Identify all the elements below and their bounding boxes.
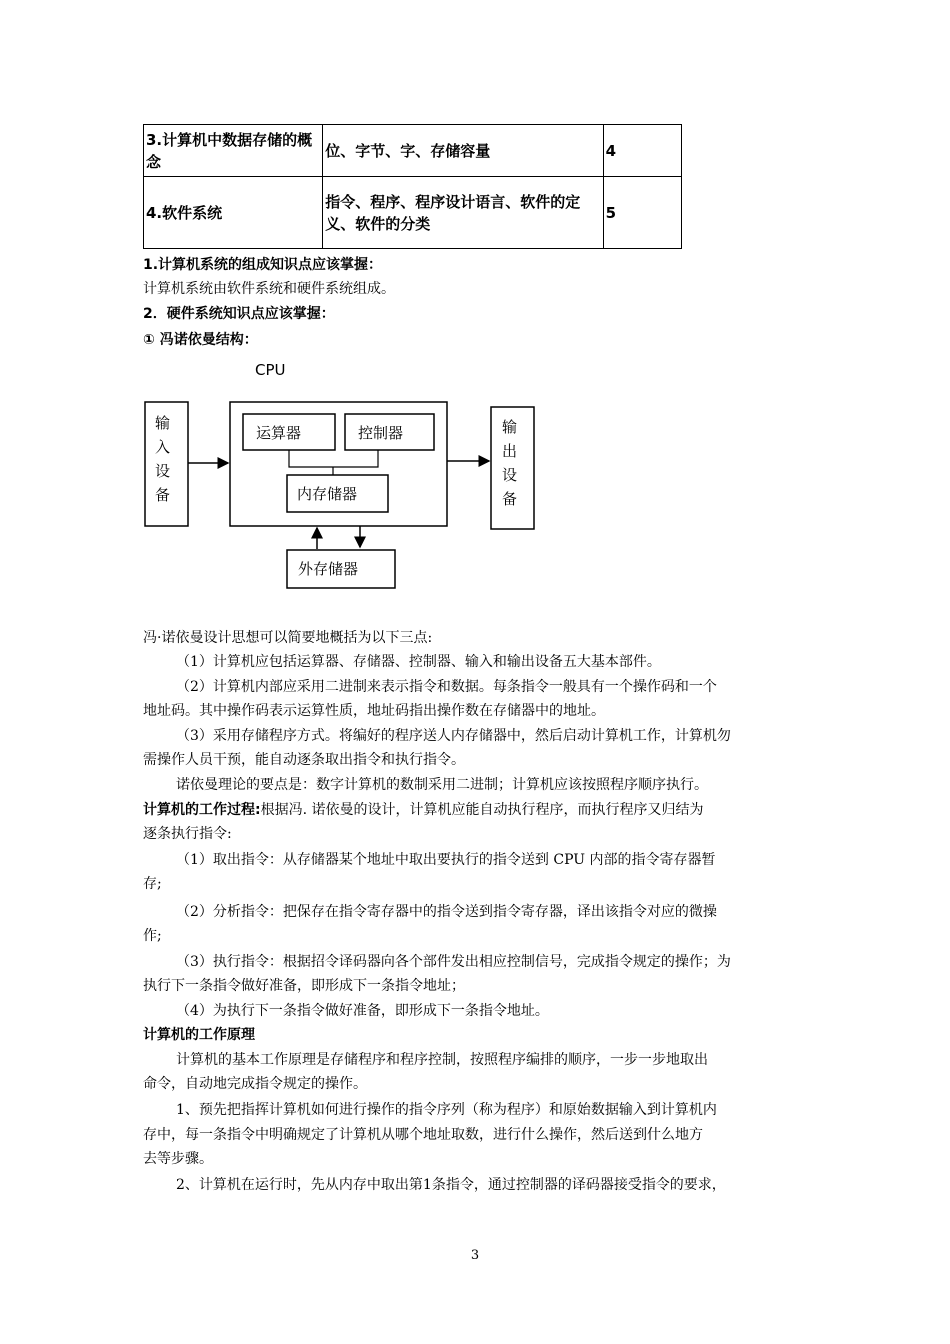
heading-von-neumann: ① 冯诺依曼结构：	[143, 332, 258, 348]
heading-principle: 计算机的工作原理	[143, 1027, 255, 1043]
input-char: 设	[155, 462, 171, 480]
input-char: 入	[155, 438, 171, 456]
cpu-box	[230, 402, 447, 526]
heading-composition: 1.计算机系统的组成知识点应该掌握：	[143, 257, 383, 273]
content-cell: 位、字节、字、存储容量	[323, 125, 603, 177]
paragraph-line: （2）计算机内部应采用二进制来表示指令和数据。每条指令一般具有一个操作码和一个	[176, 679, 717, 695]
paragraph-line: （2）分析指令：把保存在指令寄存器中的指令送到指令寄存器，译出该指令对应的微操	[176, 904, 717, 920]
paragraph-line: 命令，自动地完成指令规定的操作。	[143, 1076, 367, 1092]
paragraph-line: 去等步骤。	[143, 1151, 213, 1167]
table-row	[144, 125, 682, 177]
external-memory-label: 外存储器	[298, 560, 359, 578]
memory-label: 内存储器	[297, 485, 358, 503]
output-char: 设	[502, 466, 518, 484]
paragraph-line: 需操作人员干预，能自动逐条取出指令和执行指令。	[143, 752, 465, 768]
topic-cell: 4.软件系统	[144, 177, 323, 249]
process-text: 根据冯. 诺依曼的设计，计算机应能自动执行程序，而执行程序又归结为	[260, 802, 704, 818]
paragraph-line: 地址码。其中操作码表示运算性质，地址码指出操作数在存储器中的地址。	[143, 703, 605, 719]
paragraph-line: 冯·诺依曼设计思想可以简要地概括为以下三点:	[143, 630, 433, 646]
number-cell: 5	[603, 177, 681, 249]
paragraph-line: （1）计算机应包括运算器、存储器、控制器、输入和输出设备五大基本部件。	[176, 654, 661, 670]
paragraph-line: （1）取出指令：从存储器某个地址中取出要执行的指令送到 CPU 内部的指令寄存器暂	[176, 852, 716, 868]
paragraph-line: （3）采用存储程序方式。将编好的程序送人内存储器中，然后启动计算机工作，计算机勿	[176, 728, 731, 744]
input-char: 输	[155, 414, 171, 432]
paragraph-line: 2、计算机在运行时，先从内存中取出第1条指令，通过控制器的译码器接受指令的要求，	[176, 1177, 726, 1193]
heading-hardware: 2．硬件系统知识点应该掌握：	[143, 306, 335, 322]
input-char: 备	[155, 486, 171, 504]
controller-label: 控制器	[358, 424, 404, 442]
paragraph-line: 作;	[143, 928, 162, 944]
output-char: 备	[502, 490, 518, 508]
paragraph-line: 诺依曼理论的要点是：数字计算机的数制采用二进制；计算机应该按照程序顺序执行。	[176, 777, 708, 793]
composition-text: 计算机系统由软件系统和硬件系统组成。	[143, 281, 395, 297]
paragraph-line: （4）为执行下一条指令做好准备，即形成下一条指令地址。	[176, 1003, 549, 1019]
output-char: 输	[502, 418, 518, 436]
topic-table	[143, 124, 682, 249]
paragraph-line: 计算机的基本工作原理是存储程序和程序控制，按照程序编排的顺序，一步一步地取出	[176, 1052, 708, 1068]
paragraph-line: 存中，每一条指令中明确规定了计算机从哪个地址取数，进行什么操作，然后送到什么地方	[143, 1127, 703, 1143]
alu-label: 运算器	[256, 424, 302, 442]
number-cell: 4	[603, 125, 681, 177]
paragraph-line: 1、预先把指挥计算机如何进行操作的指令序列（称为程序）和原始数据输入到计算机内	[176, 1102, 717, 1118]
content-cell: 指令、程序、程序设计语言、软件的定义、软件的分类	[323, 177, 603, 249]
page-number: 3	[470, 1248, 480, 1263]
von-neumann-diagram	[140, 355, 560, 605]
paragraph-line: （3）执行指令：根据招令译码器向各个部件发出相应控制信号，完成指令规定的操作；为	[176, 954, 731, 970]
cpu-bus-line	[289, 450, 378, 467]
output-char: 出	[502, 442, 518, 460]
process-label: 计算机的工作过程:	[143, 802, 261, 818]
paragraph-line: 执行下一条指令做好准备，即形成下一条指令地址；	[143, 978, 465, 994]
cpu-label: CPU	[255, 361, 286, 379]
topic-cell: 3.计算机中数据存储的概念	[144, 125, 323, 177]
paragraph-line: 逐条执行指令:	[143, 826, 232, 842]
table-row	[144, 177, 682, 249]
paragraph-line	[143, 800, 704, 820]
paragraph-line: 存;	[143, 876, 162, 892]
